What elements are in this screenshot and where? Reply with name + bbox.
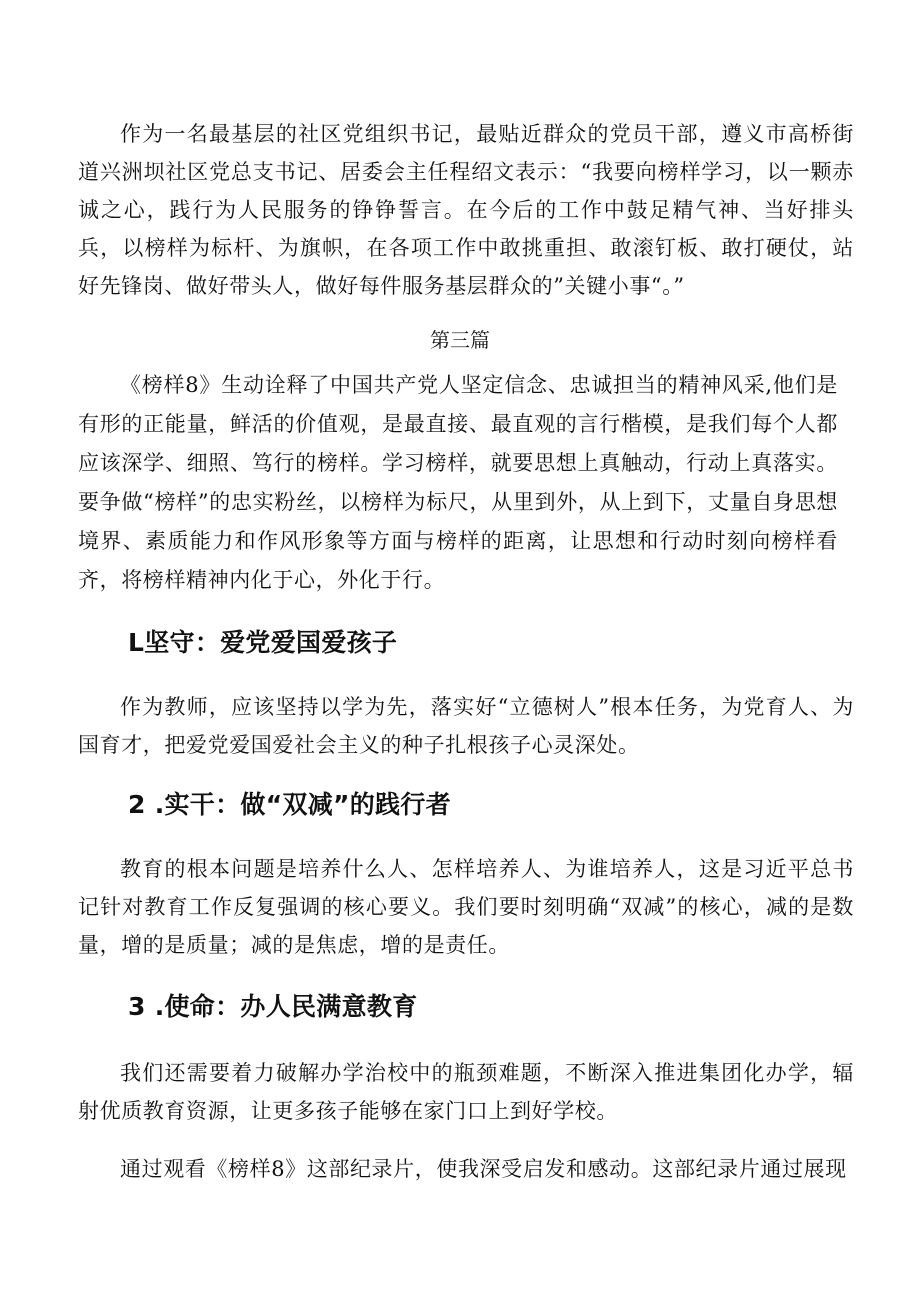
- heading-persistence: L坚守：爱党爱国爱孩子: [128, 628, 398, 657]
- section-title: 第三篇: [430, 328, 490, 352]
- paragraph-community-secretary: 作为一名最基层的社区党组织书记，最贴近群众的党员干部，遵义市高桥街道兴洲坝社区党总支书记、居委会主任程绍文表示：“我要向榜样学习，以一颗赤诚之心，践行为人民服务的铮铮誓言。在今后的工作中鼓足精气神、当好排头兵，以榜样为标杆、为旗帜，在各项工作中敢挑重担、敢滚钉板、敢打硬仗，站好先锋岗、做好带头人，做好每件服务基层群众的”关键小事“。”: [78, 122, 854, 298]
- paragraph-school-resources: 我们还需要着力破解办学治校中的瓶颈难题，不断深入推进集团化办学，辐射优质教育资源，让更多孩子能够在家门口上到好学校。: [78, 1061, 854, 1123]
- paragraph-documentary: 通过观看《榜样8》这部纪录片，使我深受启发和感动。这部纪录片通过展现: [120, 1157, 847, 1181]
- paragraph-role-models: 《榜样8》生动诠释了中国共产党人坚定信念、忠诚担当的精神风采,他们是有形的正能量，鲜活的价值观，是最直接、最直观的言行楷模，是我们每个人都应该深学、细照、笃行的榜样。学习榜样，就要思想上真触动，行动上真落实。要争做“榜样”的忠实粉丝，以榜样为标尺，从里到外，从上到下，丈量自身思想境界、素质能力和作风形象等方面与榜样的距离，让思想和行动时刻向榜样看齐，将榜样精神内化于心，外化于行。: [78, 373, 838, 592]
- heading-mission: 3 .使命：办人民满意教育: [128, 992, 418, 1021]
- paragraph-education-core: 教育的根本问题是培养什么人、怎样培养人、为谁培养人，这是习近平总书记针对教育工作反复强调的核心要义。我们要时刻明确“双减”的核心，减的是数量，增的是质量；减的是焦虑，增的是责任。: [78, 857, 854, 957]
- paragraph-teacher-duty: 作为教师，应该坚持以学为先，落实好“立德树人”根本任务，为党育人、为国育才，把爱党爱国爱社会主义的种子扎根孩子心灵深处。: [78, 695, 854, 757]
- heading-hard-work: 2 .实干：做“双减”的践行者: [128, 790, 451, 819]
